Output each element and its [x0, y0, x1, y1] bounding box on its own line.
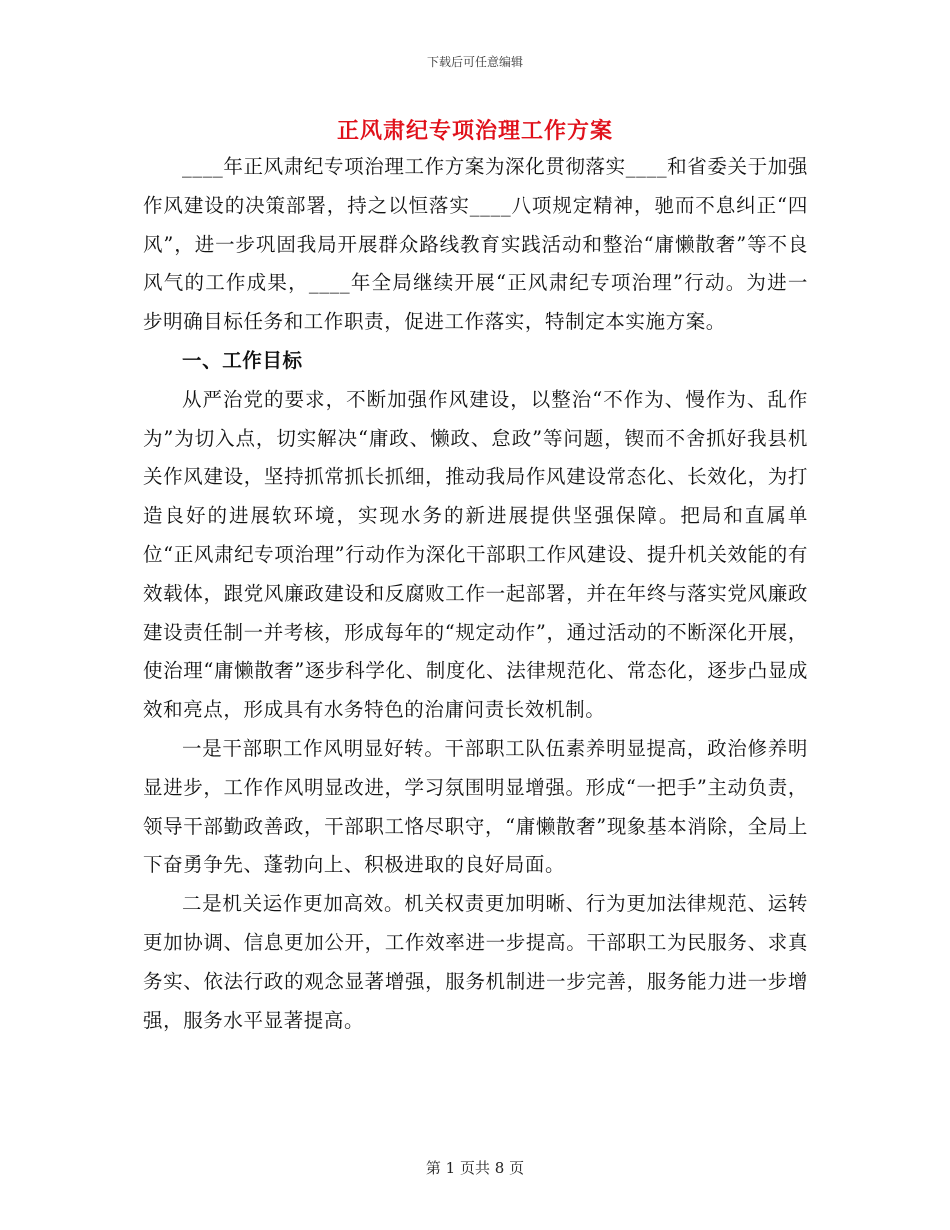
document-body — [143, 148, 808, 1040]
download-note: 下载后可任意编辑 — [426, 55, 523, 69]
document-title: 正风肃纪专项治理工作方案 — [336, 119, 613, 144]
page-indicator: 第 1 页共 8 页 — [425, 1159, 525, 1177]
goal-two-paragraph: 二是机关运作更加高效。机关权责更加明晰、行为更加法律规范、运转更加协调、信息更加公开，工作效率进一步提高。干部职工为民服务、求真务实、依法行政的观念显著增强，服务机制进一步完善，服务能力进一步增强，服务水平显著提高。 — [143, 892, 808, 1032]
goals-paragraph: 从严治党的要求，不断加强作风建设，以整治“不作为、慢作为、乱作为”为切入点，切实解决“庸政、懒政、怠政”等问题，锲而不舍抓好我县机关作风建设，坚持抓常抓长抓细，推动我局作风建设常态化、长效化，为打造良好的进展软环境，实现水务的新进展提供坚强保障。把局和直属单位“正风肃纪专项治理”行动作为深化干部职工作风建设、提升机关效能的有效载体，跟党风廉政建设和反腐败工作一起部署，并在年终与落实党风廉政建设责任制一并考核，形成每年的“规定动作”，通过活动的不断深化开展，使治理“庸懒散奢”逐步科学化、制度化、法律规范化、常态化，逐步凸显成效和亮点，形成具有水务特色的治庸问责长效机制。 — [143, 387, 808, 722]
section-heading-work-goals: 一、工作目标 — [182, 348, 303, 372]
intro-paragraph: ____年正风肃纪专项治理工作方案为深化贯彻落实____和省委关于加强作风建设的决策部署，持之以恒落实____八项规定精神，驰而不息纠正“四风”，进一步巩固我局开展群众路线教育实践活动和整治“庸懒散奢”等不良风气的工作成果，____年全局继续开展“正风肃纪专项治理”行动。为进一步明确目标任务和工作职责，促进工作落实，特制定本实施方案。 — [143, 155, 808, 334]
goal-one-paragraph: 一是干部职工作风明显好转。干部职工队伍素养明显提高，政治修养明显进步，工作作风明显改进，学习氛围明显增强。形成“一把手”主动负责，领导干部勤政善政，干部职工恪尽职守，“庸懒散奢”现象基本消除，全局上下奋勇争先、蓬勃向上、积极进取的良好局面。 — [143, 736, 808, 877]
